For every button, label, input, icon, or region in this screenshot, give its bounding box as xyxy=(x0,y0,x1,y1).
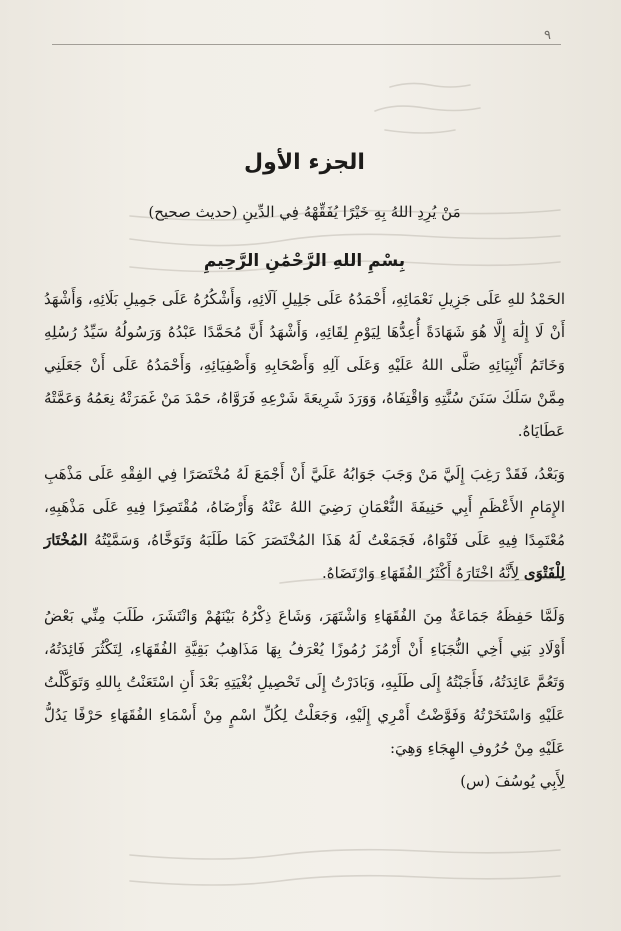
paragraph-purpose-tail: لِأَنَّهُ اخْتَارَهُ أَكْثَرُ الفُقَهَاءِ وَارْتَضَاهُ. xyxy=(321,564,520,582)
paragraph-symbols: وَلَمَّا حَفِظَهُ جَمَاعَةٌ مِنَ الفُقَهَاءِ وَاشْتَهَرَ، وَشَاعَ ذِكْرُهُ بَيْنَهُمْ وَانْتَشَرَ، طَلَبَ مِنِّي بَعْضُ أَوْلَادِ بَنِي أَخِي النُّجَبَاءِ أَنْ أَرْمُزَ رُمُوزًا يُعْرَفُ بِهَا مَذَاهِبُ بَقِيَّةِ الفُقَهَاءِ، لِتَكْثُرَ فَائِدَتُهُ، وَتَعُمَّ عَائِدَتُهُ، فَأَجَبْتُهُ إِلَى طَلَبِهِ، وَبَادَرْتُ إِلَى تَحْصِيلِ بُغْيَتِهِ بَعْدَ أَنِ اسْتَعَنْتُ بِاللهِ وَتَوَكَّلْتُ عَلَيْهِ وَاسْتَخَرْتُهُ وَفَوَّضْتُ أَمْرِي إِلَيْهِ، وَجَعَلْتُ لِكُلِّ اسْمٍ مِنْ أَسْمَاءِ الفُقَهَاءِ حَرْفًا يَدُلُّ عَلَيْهِ مِنْ حُرُوفِ الهِجَاءِ وَهِيَ: xyxy=(44,607,565,757)
symbol-list-first-entry: لِأَبِي يُوسُفَ (س) xyxy=(460,772,565,790)
paragraph-purpose xyxy=(44,458,565,590)
hadith-text: مَنْ يُرِدِ اللهُ بِهِ خَيْرًا يُفَقِّهْهُ فِي الدِّينِ xyxy=(242,203,461,221)
page-number: ٩ xyxy=(544,28,551,43)
part-title: الجزء الأول xyxy=(244,150,365,175)
header-rule xyxy=(52,44,561,45)
hadith-epigraph xyxy=(44,203,565,221)
page-content xyxy=(44,150,565,798)
book-title: المُخْتَارَ لِلْفَتْوَى xyxy=(44,531,565,582)
paragraph-praise: الحَمْدُ للهِ عَلَى جَزِيلِ نَعْمَائِهِ، أَحْمَدُهُ عَلَى جَلِيلِ آلَائِهِ، وَأَشْكُرُهُ عَلَى جَمِيلِ بَلَائِهِ، وَأَشْهَدُ أَنْ لَا إِلَٰهَ إِلَّا هُوَ شَهَادَةً أُعِدُّهَا لِيَوْمِ لِقَائِهِ، وَأَشْهَدُ أَنَّ مُحَمَّدًا عَبْدُهُ وَرَسُولُهُ سَيِّدُ رُسُلِهِ وَخَاتَمُ أَنْبِيَائِهِ صَلَّى اللهُ عَلَيْهِ وَعَلَى آلِهِ وَأَصْحَابِهِ وَأَصْفِيَائِهِ، وَأَحْمَدُهُ عَلَى أَنْ جَعَلَنِي مِمَّنْ سَلَكَ سَنَنَ سُنَّتِهِ وَاقْتِفَاهُ، وَوَرَدَ شَرِيعَةَ شَرْعِهِ فَرَوَّاهُ، حَمْدَ مَنْ غَمَرَتْهُ نِعَمُهُ وَعَمَّتْهُ عَطَايَاهُ. xyxy=(44,290,565,440)
basmala: بِسْمِ اللهِ الرَّحْمَٰنِ الرَّحِيمِ xyxy=(203,251,406,271)
paragraph-purpose-lead: وَبَعْدُ، فَقَدْ رَغِبَ إِلَيَّ مَنْ وَجَبَ جَوَابُهُ عَلَيَّ أَنْ أَجْمَعَ لَهُ مُخْتَصَرًا فِي الفِقْهِ عَلَى مَذْهَبِ الإِمَامِ الأَعْظَمِ أَبِي حَنِيفَةَ النُّعْمَانِ رَضِيَ اللهُ عَنْهُ وَأَرْضَاهُ، مُقْتَصِرًا فِيهِ عَلَى مَذْهَبِهِ، مُعْتَمِدًا فِيهِ عَلَى فَتْوَاهُ، فَجَمَعْتُ لَهُ هَذَا المُخْتَصَرَ كَمَا طَلَبَهُ وَتَوَخَّاهُ، وَسَمَّيْتُهُ xyxy=(44,465,565,549)
hadith-grade: (حديث صحيح) xyxy=(148,203,238,221)
